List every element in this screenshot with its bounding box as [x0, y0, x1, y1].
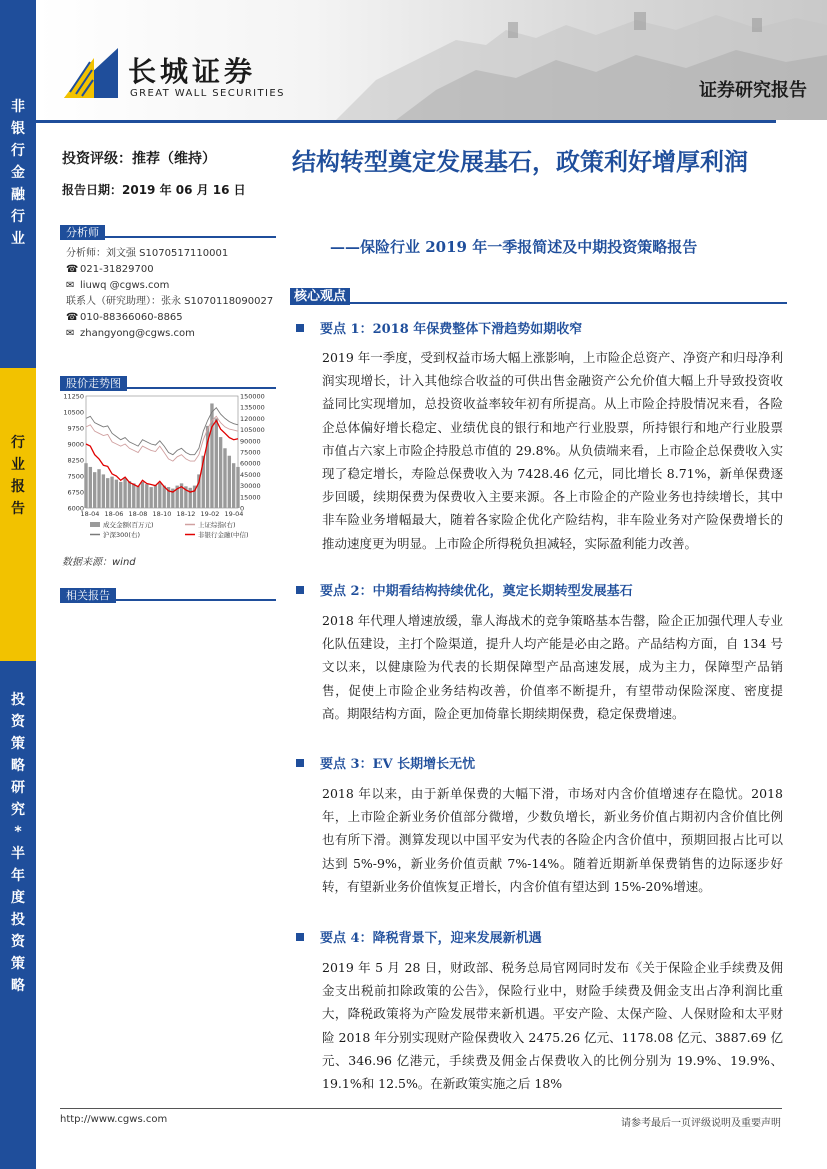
sidebar-char: 研 — [11, 780, 25, 796]
data-source-note: 数据来源：wind — [62, 557, 136, 568]
phone-icon: ☎ — [66, 264, 79, 275]
chart-volume-bar — [223, 448, 226, 508]
sidebar-char: 金 — [11, 165, 25, 181]
chart-x-tick-label: 19-02 — [200, 510, 220, 518]
chart-volume-bar — [236, 467, 239, 508]
report-subtitle: ——保险行业 2019 年一季报简述及中期投资策略报告 — [330, 238, 698, 256]
chart-y-left-tick-label: 9750 — [67, 424, 84, 433]
chart-volume-bar — [232, 463, 235, 508]
company-logo-icon — [64, 48, 118, 98]
report-title: 结构转型奠定发展基石，政策利好增厚利润 — [292, 147, 748, 176]
chart-volume-bar — [89, 467, 92, 508]
chart-volume-bar — [132, 483, 135, 508]
chart-y-left-tick-label: 8250 — [67, 456, 84, 465]
analyst-contact-list — [66, 246, 273, 342]
analyst-contact-text: 010-88366060-8865 — [80, 312, 183, 323]
chart-y-left-tick-label: 6000 — [67, 504, 84, 513]
chart-x-tick-label: 19-04 — [224, 510, 244, 518]
sidebar-char: 行 — [11, 143, 25, 159]
logo-english-name: GREAT WALL SECURITIES — [130, 88, 285, 99]
sidebar-char: 究 — [11, 802, 25, 818]
chart-y-right-tick-label: 15000 — [240, 493, 261, 502]
sidebar-char: 融 — [11, 187, 25, 203]
bullet-square-icon — [296, 586, 304, 594]
bullet-square-icon — [296, 759, 304, 767]
key-point-2-body: 2018 年代理人增速放缓，靠人海战术的竞争策略基本告罄，险企正加强代理人专业化队伍建设，主打个险渠道，提升人均产能是必由之路。产品结构方面，自 134 号文以来，以健康险为代表的长期保障型产品高速发展，成为主力，保障型产品销售，促使上市险企业务结构改善，价值率不断提升，有望带动保险深度、密度提高。期限结构方面，险企更加倚靠长期续期保费，稳定保费增速。 — [322, 613, 783, 721]
key-point-1-body: 2019 年一季度，受到权益市场大幅上涨影响，上市险企总资产、净资产和归母净利润实现增长，计入其他综合收益的可供出售金融资产公允价值大幅上升导致投资收益同比实现增加，总投资收益率较年初有所提高。从上市险企持股情况来看，各险企总体偏好增长稳定、业绩优良的银行和地产行业股票，所持银行和地产行业股票市值占六家上市险企持股总市值的 29.8%。从负债端来看，上市险企总保费收入实现了稳定增长，寿险总保费收入为 7428.46 亿元，同比增长 8.71%，新单保费逐步回暖，续期保费为保费收入主要来源。各上市险企的产险业务也持续增长，其中非车险业务增幅最大，随着各家险企优化产险结构，非车险业务对产险保费增长的推动速度更为明显。上市险企所得税负担减轻，实际盈利能力改善。 — [322, 350, 783, 551]
chart-volume-bar — [141, 482, 144, 508]
chart-y-right-tick-label: 120000 — [240, 414, 265, 423]
chart-volume-bar — [219, 437, 222, 508]
sidebar-char: * — [14, 824, 22, 840]
chart-x-tick-label: 18-08 — [128, 510, 148, 518]
analyst-contact-line — [66, 262, 273, 278]
chart-y-right-tick-label: 75000 — [240, 448, 261, 457]
price-chart-tab: 股价走势图 — [60, 376, 127, 391]
mail-icon: ✉ — [66, 280, 75, 291]
price-trend-chart-svg — [60, 390, 276, 546]
sidebar-char: 投 — [11, 692, 25, 708]
page-header — [36, 0, 827, 120]
sidebar-char: 资 — [11, 934, 25, 950]
chart-x-tick-label: 18-10 — [152, 510, 172, 518]
chart-legend-label: 非银行金融(中信) — [198, 531, 249, 539]
sidebar-char: 半 — [11, 846, 25, 862]
related-reports-section-header — [60, 584, 276, 601]
chart-legend-label: 上证综指(右) — [198, 521, 236, 529]
chart-volume-bar — [123, 478, 126, 508]
chart-y-left-tick-label: 7500 — [67, 472, 84, 481]
sidebar-char: 资 — [11, 714, 25, 730]
sidebar-char: 策 — [11, 736, 25, 752]
sidebar-char: 非 — [11, 99, 25, 115]
footer-website-link[interactable]: http://www.cgws.com — [60, 1114, 168, 1125]
bullet-square-icon — [296, 933, 304, 941]
related-reports-tab: 相关报告 — [60, 588, 116, 603]
footer-disclaimer: 请参考最后一页评级说明及重要声明 — [621, 1118, 781, 1129]
analyst-tab: 分析师 — [60, 225, 105, 240]
logo-chinese-name: 长城证券 — [128, 55, 257, 88]
chart-volume-bar — [154, 486, 157, 508]
chart-volume-bar — [97, 469, 100, 508]
chart-volume-bar — [93, 472, 96, 508]
chart-volume-bar — [84, 463, 87, 508]
core-views-tab: 核心观点 — [290, 288, 350, 305]
chart-y-right-tick-label: 105000 — [240, 426, 265, 435]
chart-volume-bar — [110, 477, 113, 508]
report-type-label: 证券研究报告 — [699, 80, 807, 101]
chart-volume-bar — [102, 474, 105, 508]
chart-y-right-tick-label: 150000 — [240, 392, 265, 401]
phone-icon: ☎ — [66, 312, 79, 323]
sidebar-band-industry — [0, 0, 36, 368]
chart-legend-swatch — [90, 522, 100, 527]
chart-legend-label: 沪深300(右) — [103, 531, 140, 539]
analyst-section-header — [60, 221, 276, 238]
mail-icon: ✉ — [66, 328, 75, 339]
chart-y-left-tick-label: 11250 — [63, 392, 84, 401]
analyst-contact-text: 分析师：刘文强 S1070517110001 — [66, 248, 229, 259]
chart-y-right-tick-label: 135000 — [240, 403, 265, 412]
chart-x-tick-label: 18-12 — [176, 510, 196, 518]
sidebar-char: 银 — [11, 121, 25, 137]
analyst-contact-line — [66, 310, 273, 326]
sidebar-char: 报 — [11, 479, 25, 495]
sidebar-char: 业 — [11, 231, 25, 247]
chart-volume-bar — [106, 478, 109, 508]
footer-divider — [60, 1108, 782, 1109]
chart-y-left-tick-label: 6750 — [67, 488, 84, 497]
sidebar-char: 行 — [11, 209, 25, 225]
sidebar-char: 略 — [11, 978, 25, 994]
chart-volume-bar — [128, 481, 131, 508]
chart-y-right-tick-label: 90000 — [240, 437, 261, 446]
chart-x-tick-label: 18-06 — [104, 510, 124, 518]
analyst-contact-text: 联系人（研究助理）：张永 S1070118090027 — [66, 296, 274, 307]
price-trend-chart — [60, 390, 276, 546]
chart-y-right-tick-label: 45000 — [240, 470, 261, 479]
sidebar-char: 行 — [11, 435, 25, 451]
chart-volume-bar — [119, 482, 122, 508]
chart-volume-bar — [149, 487, 152, 508]
analyst-contact-line — [66, 294, 273, 310]
chart-volume-bar — [162, 486, 165, 508]
chart-volume-bar — [228, 456, 231, 508]
chart-y-right-tick-label: 60000 — [240, 459, 261, 468]
key-point-4-heading: 要点 4：降税背景下，迎来发展新机遇 — [296, 927, 542, 946]
chart-y-left-tick-label: 9000 — [67, 440, 84, 449]
analyst-contact-line — [66, 278, 273, 294]
chart-x-tick-label: 18-04 — [80, 510, 100, 518]
analyst-contact-text: 021-31829700 — [80, 264, 154, 275]
analyst-contact-text[interactable]: zhangyong@cgws.com — [80, 328, 195, 339]
chart-volume-bar — [115, 480, 118, 508]
chart-y-left-tick-label: 10500 — [63, 408, 84, 417]
chart-volume-bar — [145, 484, 148, 508]
sidebar-char: 投 — [11, 912, 25, 928]
chart-y-right-tick-label: 30000 — [240, 482, 261, 491]
analyst-contact-text[interactable]: liuwq @cgws.com — [80, 280, 170, 291]
key-point-3-body: 2018 年以来，由于新单保费的大幅下滑，市场对内含价值增速存在隐忧。2018 年，上市险企新业务价值部分微增，少数负增长，新业务价值占期初内含价值比例也有所下滑。测算发现以中国平安为代表的各险企内含价值中，预期回报占比可以达到 5%-9%，新业务价值贡献 7%-14%。随着近期新单保费销售的边际逐步好转，有望新业务价值恢复正增长，内含价值有望达到 15%-20%增速。 — [322, 786, 783, 894]
chart-y-right-tick-label: 0 — [240, 504, 245, 513]
key-point-4-body: 2019 年 5 月 28 日，财政部、税务总局官网同时发布《关于保险企业手续费及佣金支出税前扣除政策的公告》，保险行业中，财险手续费及佣金支出占净利润比重大，降税政策将为产险发展带来新机遇。平安产险、太保产险、人保财险和太平财险 2018 年分别实现财产险保费收入 2475.26 亿元、1178.08 亿元、3887.69 亿元、346.96 亿港元，手续费及佣金占保费收入的比例分别为 19.9%、19.9%、19.1%和 12.5%。在新政策实施之后 18% — [322, 960, 783, 1092]
analyst-contact-line — [66, 246, 273, 262]
price-chart-section-header — [60, 372, 276, 389]
sidebar-char: 年 — [11, 868, 25, 884]
sidebar-char: 略 — [11, 758, 25, 774]
analyst-contact-line — [66, 326, 273, 342]
key-point-2-heading: 要点 2：中期看结构持续优化，奠定长期转型发展基石 — [296, 580, 633, 599]
chart-legend-label: 成交金额(百万元) — [103, 521, 154, 529]
key-point-1-heading: 要点 1：2018 年保费整体下滑趋势如期收窄 — [296, 318, 582, 337]
header-divider — [36, 120, 776, 123]
chart-volume-bar — [215, 418, 218, 508]
sidebar-char: 告 — [11, 501, 25, 517]
chart-volume-bar — [136, 486, 139, 508]
core-views-section-header — [290, 285, 787, 304]
key-point-3-heading: 要点 3：EV 长期增长无忧 — [296, 753, 475, 772]
sidebar-char: 度 — [11, 890, 25, 906]
chart-volume-bar — [158, 483, 161, 508]
report-date: 报告日期：2019 年 06 月 16 日 — [62, 183, 246, 197]
investment-rating: 投资评级：推荐（维持） — [62, 151, 216, 167]
sidebar-char: 策 — [11, 956, 25, 972]
sidebar-band-report-type — [0, 368, 36, 661]
sidebar-band-strategy — [0, 661, 36, 1169]
sidebar-char: 业 — [11, 457, 25, 473]
bullet-square-icon — [296, 324, 304, 332]
